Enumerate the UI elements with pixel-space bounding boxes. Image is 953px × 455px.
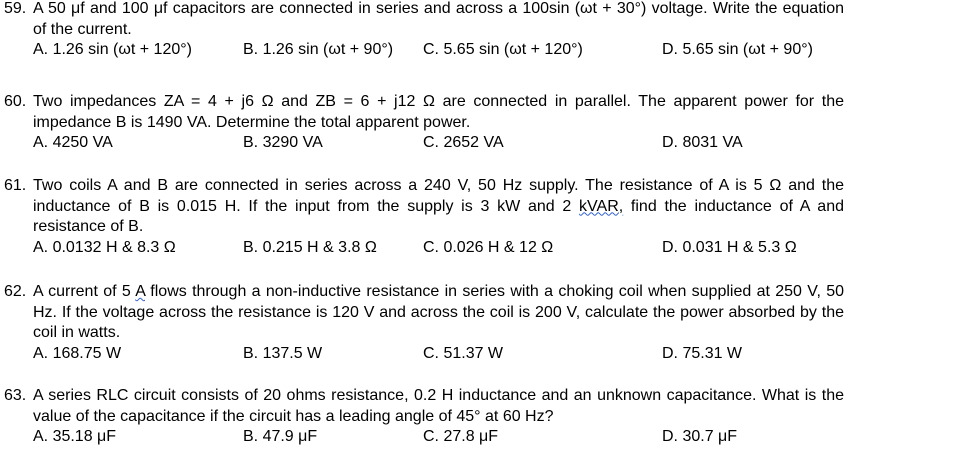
option-c: C. 51.37 W xyxy=(423,344,504,362)
option-b: B. 3290 VA xyxy=(243,134,323,151)
question-text: A series RLC circuit consists of 20 ohms resistance, 0.2 H inductance and an unknown capacitance. What is the value of the capacitance if the circuit has a leading angle of 45° at 60 Hz? xyxy=(33,387,844,425)
option-d: D. 5.65 sin (ωt + 90°) xyxy=(662,41,813,58)
question-number: 62. xyxy=(4,283,27,300)
answer-options xyxy=(33,133,844,154)
answer-options xyxy=(33,40,844,61)
option-c: C. 2652 VA xyxy=(423,134,504,151)
option-c: C. 5.65 sin (ωt + 120°) xyxy=(423,41,583,58)
option-c: C. 0.026 H & 12 Ω xyxy=(423,238,554,256)
question-text: A 50 μf and 100 μf capacitors are connected in series and across a 100sin (ωt + 30°) voltage. Write the equation of the current. xyxy=(33,0,844,38)
question-stem xyxy=(4,0,844,40)
option-c: C. 27.8 μF xyxy=(423,428,499,445)
option-a: A. 168.75 W xyxy=(33,344,122,362)
option-d: D. 75.31 W xyxy=(662,344,743,362)
question-number: 61. xyxy=(4,177,27,194)
question-stem xyxy=(4,92,844,133)
question-62 xyxy=(4,282,844,364)
question-text-part2: find the inductance of A and resistance of B. xyxy=(33,197,844,235)
spellcheck-flagged-word: kVAR, xyxy=(579,197,624,215)
option-a: A. 0.0132 H & 8.3 Ω xyxy=(33,238,176,256)
option-a: A. 35.18 μF xyxy=(33,428,117,445)
option-b: B. 47.9 μF xyxy=(243,428,318,445)
option-b: B. 0.215 H & 3.8 Ω xyxy=(243,238,377,256)
question-text xyxy=(33,177,844,235)
answer-options xyxy=(33,238,844,259)
question-text xyxy=(33,283,844,341)
question-59 xyxy=(4,0,844,61)
question-stem xyxy=(4,386,844,427)
option-d: D. 30.7 μF xyxy=(662,428,738,445)
answer-options xyxy=(33,427,844,448)
question-text-part1: A current of 5 xyxy=(33,283,136,300)
option-d: D. 8031 VA xyxy=(662,134,743,151)
question-text-part1: Two coils A and B are connected in series across a 240 V, 50 Hz supply. The resistance of A is 5 Ω and the inductance of B is 0.015 H. If the input from the supply is 3 kW and 2 xyxy=(33,177,844,215)
question-61 xyxy=(4,176,844,258)
option-a: A. 4250 VA xyxy=(33,134,113,151)
question-60 xyxy=(4,92,844,154)
option-b: B. 1.26 sin (ωt + 90°) xyxy=(243,41,394,58)
option-d: D. 0.031 H & 5.3 Ω xyxy=(662,238,797,256)
question-number: 60. xyxy=(4,93,27,110)
question-text: Two impedances ZA = 4 + j6 Ω and ZB = 6 + j12 Ω are connected in parallel. The apparent power for the impedance B is 1490 VA. Determine the total apparent power. xyxy=(33,93,844,131)
spellcheck-flagged-word: A xyxy=(135,283,145,300)
question-text-part2: flows through a non-inductive resistance in series with a choking coil when supplied at 250 V, 50 Hz. If the voltage across the resistance is 120 V and across the coil is 200 V, calculate the power absorbed by the coil in watts. xyxy=(33,283,844,341)
question-number: 59. xyxy=(4,0,27,17)
question-63 xyxy=(4,386,844,448)
question-stem xyxy=(4,282,844,344)
question-number: 63. xyxy=(4,387,27,404)
option-a: A. 1.26 sin (ωt + 120°) xyxy=(33,41,192,58)
question-stem xyxy=(4,176,844,238)
answer-options xyxy=(33,344,844,365)
option-b: B. 137.5 W xyxy=(243,344,323,362)
